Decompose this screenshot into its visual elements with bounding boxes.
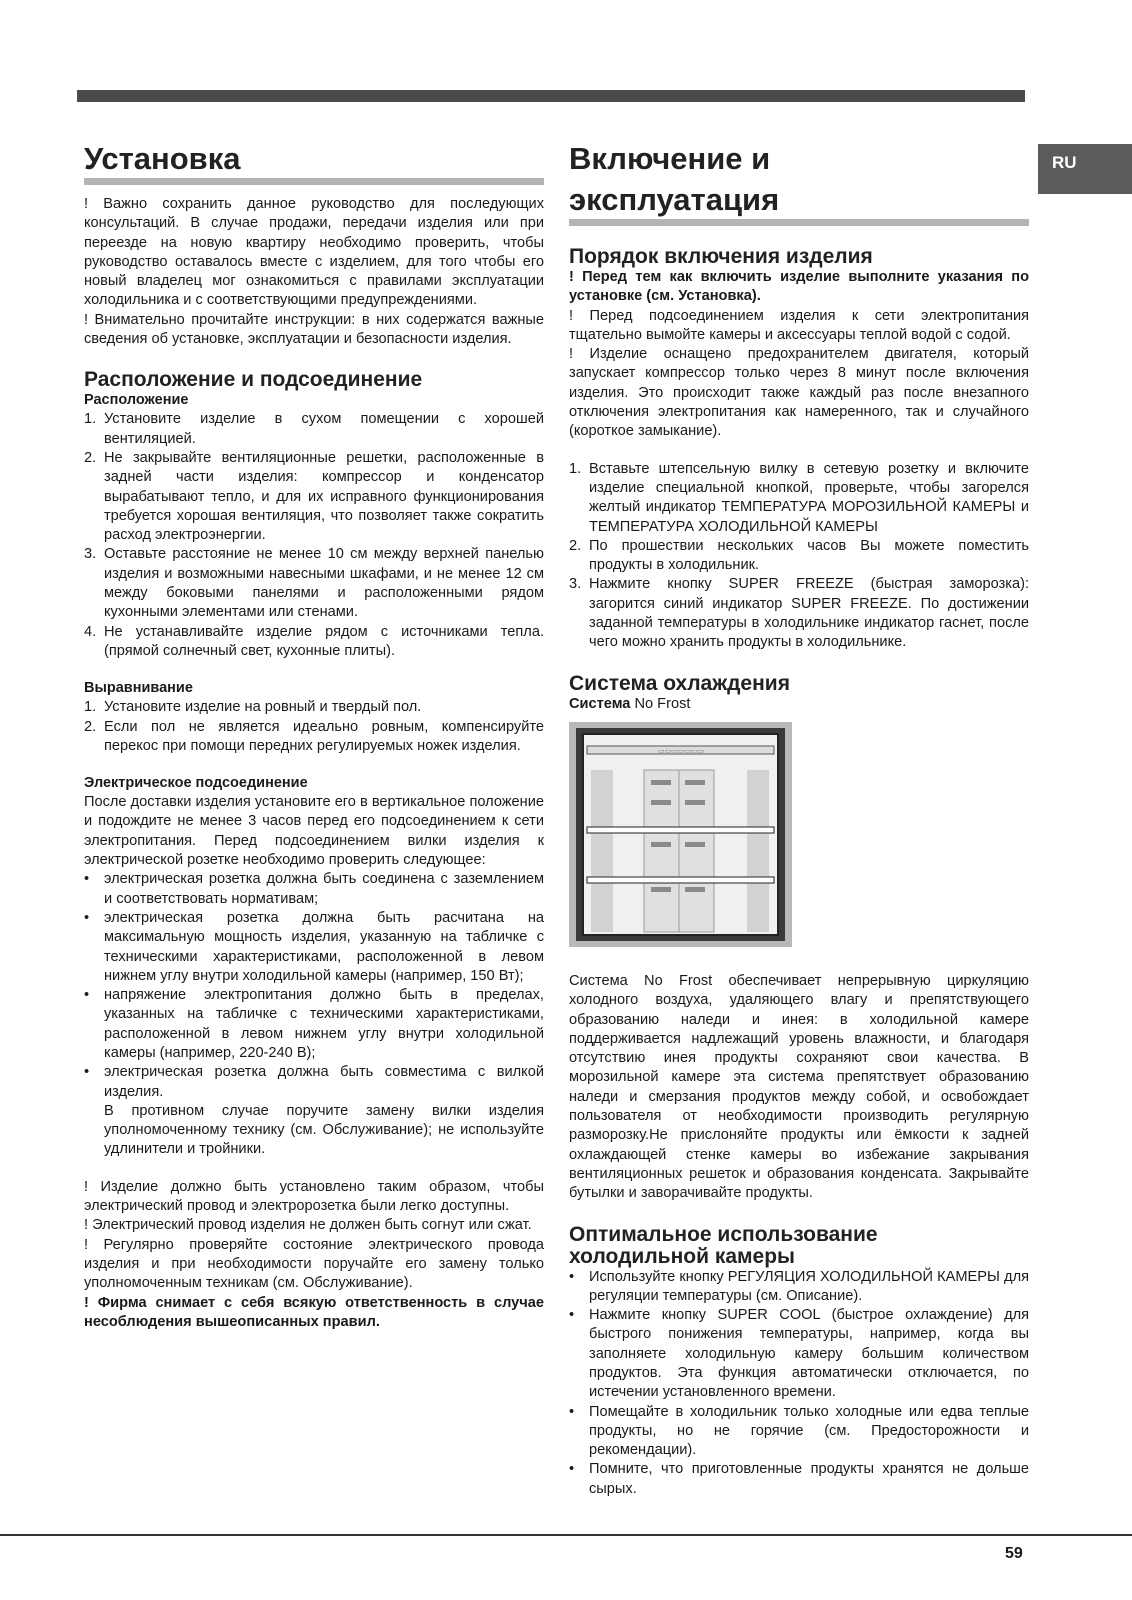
title-underline xyxy=(84,178,544,185)
bullet-continuation: В противном случае поручите замену вилки изделия уполномоченному технику (см. Обслуживание); не используйте удлинители и тройники. xyxy=(104,1102,544,1158)
right-column xyxy=(569,138,1029,1499)
operation-title-line2: эксплуатация xyxy=(569,182,780,217)
cooling-heading: Система охлаждения xyxy=(569,671,790,695)
placement-subheading: Расположение xyxy=(84,392,189,409)
startup-bold-note: ! Перед тем как включить изделие выполните указания по установке (см. Установка). xyxy=(569,269,1029,305)
list-item: • электрическая розетка должна быть соединена с заземлением и соответствовать нормативам; xyxy=(84,871,544,907)
electrical-intro: После доставки изделия установите его в вертикальное положение и подождите не менее 3 часов перед его подсоединением к сети электропитания. Перед подсоединением вилки изделия к электрической розетке необходимо проверить следующее: xyxy=(84,794,544,869)
list-item: • Помните, что приготовленные продукты хранятся не дольше сырых. xyxy=(569,1461,1029,1497)
fridge-interior-illustration xyxy=(569,722,792,947)
list-item: 3. Нажмите кнопку SUPER FREEZE (быстрая заморозка): загорится синий индикатор SUPER FREEZE. По достижении заданной температуры в холодильнике индикатор гаснет, после чего можно хранить продукты в холодильнике. xyxy=(569,576,1029,651)
leveling-list xyxy=(84,698,544,756)
top-bar xyxy=(77,90,1025,102)
placement-heading: Расположение и подсоединение xyxy=(84,368,423,392)
note-3: ! Регулярно проверяйте состояние электрического провода изделия и при необходимости поручайте его замену только уполномоченным техникам (см. Обслуживание). xyxy=(84,1236,544,1292)
list-item: • напряжение электропитания должно быть в пределах, указанных на табличке с техническими характеристиками, расположенной в левом нижнем углу внутри холодильной камеры (например, 220-240 В); xyxy=(84,987,544,1061)
list-item: 1. Вставьте штепсельную вилку в сетевую розетку и включите изделие специальной кнопкой, проверьте, чтобы загорелся желтый индикатор ТЕМПЕРАТУРА МОРОЗИЛЬНОЙ КАМЕРЫ и ТЕМПЕРАТУРА ХОЛОДИЛЬНОЙ КАМЕРЫ xyxy=(569,460,1029,535)
operation-title-line1: Включение и xyxy=(569,141,771,176)
leveling-subheading: Выравнивание xyxy=(84,680,193,697)
list-item: 3. Оставьте расстояние не менее 10 см между верхней панелью изделия и возможными навесными шкафами, и не менее 12 см между боковыми панелями и расположенными рядом кухонными элементами или стенами. xyxy=(84,546,544,621)
left-column xyxy=(84,138,544,1332)
note-1: ! Изделие должно быть установлено таким образом, чтобы электрический провод и электророзетка были легко доступны. xyxy=(84,1178,544,1215)
note-2: ! Электрический провод изделия не должен быть согнут или сжат. xyxy=(84,1217,532,1234)
optimal-heading-line2: холодильной камеры xyxy=(569,1244,795,1268)
startup-note-1: ! Перед подсоединением изделия к сети электропитания тщательно вымойте камеры и аксессуары теплой водой с содой. xyxy=(569,307,1029,343)
page-number: 59 xyxy=(1005,1545,1023,1562)
installation-title: Установка xyxy=(84,141,241,176)
startup-note-2: ! Изделие оснащено предохранителем двигателя, который запускает компрессор только через 8 минут после включения изделия. Это происходит также каждый раз после внезапного отключения электропитания как намеренного, так и случайного (короткое замыкание). xyxy=(569,346,1029,440)
liability-note: ! Фирма снимает с себя всякую ответственность в случае несоблюдения вышеописанных правил. xyxy=(84,1294,544,1330)
intro-paragraph-1: ! Важно сохранить данное руководство для последующих консультаций. В случае продажи, передачи изделия или при переезде на новую квартиру необходимо проверить, чтобы руководство оставалось вместе с изделием, для того чтобы его новый владелец мог ознакомиться с правилами эксплуатации холодильника и с соответствующими предупреждениями. xyxy=(84,196,544,309)
list-item: 2. Не закрывайте вентиляционные решетки, расположенные в задней части изделия: компрессор и конденсатор вырабатывают тепло, и для их исправного функционирования требуется хорошая вентиляция, что позволяет также сократить расход электроэнергии. xyxy=(84,449,544,544)
list-item: • Используйте кнопку РЕГУЛЯЦИЯ ХОЛОДИЛЬНОЙ КАМЕРЫ для регуляции температуры (см. Описание). xyxy=(569,1268,1029,1304)
cooling-subtitle: Система No Frost xyxy=(569,695,691,712)
footer-rule xyxy=(0,1534,1132,1536)
svg-text:▭▭▭▭▭▭▭: ▭▭▭▭▭▭▭ xyxy=(657,746,705,755)
startup-heading: Порядок включения изделия xyxy=(569,245,873,268)
list-item: • электрическая розетка должна быть расчитана на максимальную мощность изделия, указанную на табличке с техническими характеристиками, расположенной в левом нижнем углу внутри холодильной камеры (например, 150 Вт); xyxy=(84,909,544,984)
list-item: 2. Если пол не является идеально ровным, компенсируйте перекос при помощи передних регулируемых ножек изделия. xyxy=(84,718,544,754)
placement-list xyxy=(84,410,544,661)
electrical-bullets xyxy=(84,870,544,1159)
startup-steps xyxy=(569,460,1029,653)
optimal-bullets xyxy=(569,1268,1029,1500)
optimal-heading-line1: Оптимальное использование xyxy=(569,1222,878,1246)
list-item: 1. Установите изделие в сухом помещении с хорошей вентиляцией. xyxy=(84,411,544,447)
language-tab: RU xyxy=(1038,144,1132,194)
list-item: • электрическая розетка должна быть совместима с вилкой изделия. xyxy=(84,1064,544,1100)
intro-paragraph-2: ! Внимательно прочитайте инструкции: в них содержатся важные сведения об установке, эксплуатации и безопасности изделия. xyxy=(84,311,544,348)
electrical-subheading: Электрическое подсоединение xyxy=(84,775,308,792)
list-item: 1. Установите изделие на ровный и твердый пол. xyxy=(84,699,422,716)
list-item: 2. По прошествии нескольких часов Вы можете поместить продукты в холодильник. xyxy=(569,537,1029,574)
cooling-description: Система No Frost обеспечивает непрерывную циркуляцию холодного воздуха, удаляющего влагу и препятствующего образованию наледи и инея: в холодильной камере поддерживается надлежащий уровень влажности, и благодаря отсутствию инея продукты сохраняют свои качества. В морозильной камере эта система препятствует образованию наледи и смерзания продуктов между собой, и освобождает пользователя от необходимости производить регулярную разморозку.Не прислоняйте продукты или ёмкости к задней охлаждающей стенке камеры во избежание закрывания вентиляционных решеток и образования конденсата. Закрывайте бутылки и заворачивайте продукты. xyxy=(569,972,1029,1202)
list-item: • Помещайте в холодильник только холодные или едва теплые продукты, но не горячие (см. Предосторожности и рекомендации). xyxy=(569,1403,1029,1459)
list-item: 4. Не устанавливайте изделие рядом с источниками тепла. (прямой солнечный свет, кухонные плиты). xyxy=(84,623,544,659)
title-underline xyxy=(569,219,1029,226)
list-item: • Нажмите кнопку SUPER COOL (быстрое охлаждение) для быстрого понижения температуры, например, когда вы заполняете холодильную камеру большим количеством продуктов. Эта функция автоматически отключается, по истечении установленного времени. xyxy=(569,1307,1029,1401)
